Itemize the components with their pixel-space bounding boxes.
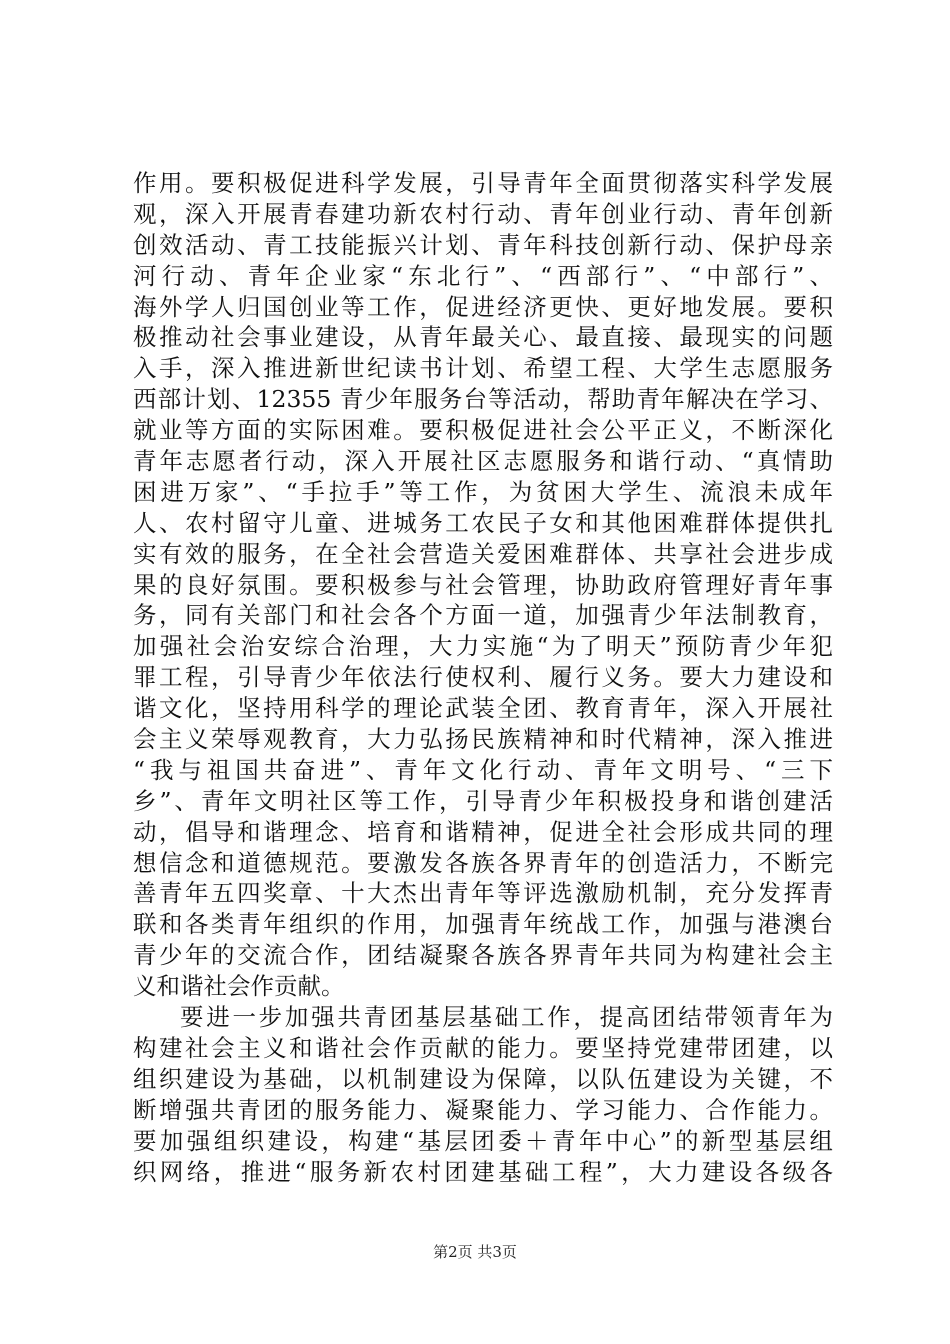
text-line: 就业等方面的实际困难。要积极促进社会公平正义，不断深化	[133, 416, 833, 445]
text-line: 联和各类青年组织的作用，加强青年统战工作，加强与港澳台	[133, 910, 833, 939]
text-line: 西部计划、12355 青少年服务台等活动，帮助青年解决在学习、	[133, 385, 833, 414]
text-line: 极推动社会事业建设，从青年最关心、最直接、最现实的问题	[133, 323, 833, 352]
text-line: 海外学人归国创业等工作，促进经济更快、更好地发展。要积	[133, 292, 833, 321]
text-line: 乡”、青年文明社区等工作，引导青少年积极投身和谐创建活	[133, 786, 833, 815]
text-line: 动，倡导和谐理念、培育和谐精神，促进全社会形成共同的理	[133, 817, 833, 846]
text-line: 组织建设为基础，以机制建设为保障，以队伍建设为关键，不	[133, 1064, 833, 1093]
text-line: 人、农村留守儿童、进城务工农民子女和其他困难群体提供扎	[133, 508, 833, 537]
text-line: 加强社会治安综合治理，大力实施“为了明天”预防青少年犯	[133, 632, 833, 661]
text-line: 困进万家”、“手拉手”等工作，为贫困大学生、流浪未成年	[133, 477, 833, 506]
text-line: 观，深入开展青春建功新农村行动、青年创业行动、青年创新	[133, 199, 833, 228]
text-line: 谐文化，坚持用科学的理论武装全团、教育青年，深入开展社	[133, 694, 833, 723]
document-body	[133, 168, 833, 1187]
text-line: 青少年的交流合作，团结凝聚各族各界青年共同为构建社会主	[133, 941, 833, 970]
page-number-footer: 第2页 共3页	[433, 1243, 517, 1261]
paragraph-end-line: 义和谐社会作贡献。	[133, 972, 345, 1001]
text-line: “我与祖国共奋进”、青年文化行动、青年文明号、“三下	[133, 755, 833, 784]
text-line: 作用。要积极促进科学发展，引导青年全面贯彻落实科学发展	[133, 169, 833, 197]
text-line: 创效活动、青工技能振兴计划、青年科技创新行动、保护母亲	[133, 230, 833, 259]
text-line: 入手，深入推进新世纪读书计划、希望工程、大学生志愿服务	[133, 354, 833, 383]
text-line: 青年志愿者行动，深入开展社区志愿服务和谐行动、“真情助	[133, 447, 833, 476]
text-line: 织网络，推进“服务新农村团建基础工程”，大力建设各级各	[133, 1157, 833, 1186]
text-line: 果的良好氛围。要积极参与社会管理，协助政府管理好青年事	[133, 570, 833, 599]
text-line: 断增强共青团的服务能力、凝聚能力、学习能力、合作能力。	[133, 1095, 833, 1124]
text-line: 构建社会主义和谐社会作贡献的能力。要坚持党建带团建，以	[133, 1033, 833, 1062]
text-line: 善青年五四奖章、十大杰出青年等评选激励机制，充分发挥青	[133, 879, 833, 908]
text-line: 河行动、青年企业家“东北行”、“西部行”、“中部行”、	[133, 261, 833, 290]
text-line: 会主义荣辱观教育，大力弘扬民族精神和时代精神，深入推进	[133, 725, 833, 754]
text-line: 想信念和道德规范。要激发各族各界青年的创造活力，不断完	[133, 848, 833, 877]
text-line: 罪工程，引导青少年依法行使权利、履行义务。要大力建设和	[133, 663, 833, 692]
paragraph-start-line: 要进一步加强共青团基层基础工作，提高团结带领青年为	[180, 1003, 833, 1032]
text-line: 务，同有关部门和社会各个方面一道，加强青少年法制教育，	[133, 601, 833, 630]
text-line: 实有效的服务，在全社会营造关爱困难群体、共享社会进步成	[133, 539, 833, 568]
text-line: 要加强组织建设，构建“基层团委＋青年中心”的新型基层组	[133, 1126, 833, 1155]
